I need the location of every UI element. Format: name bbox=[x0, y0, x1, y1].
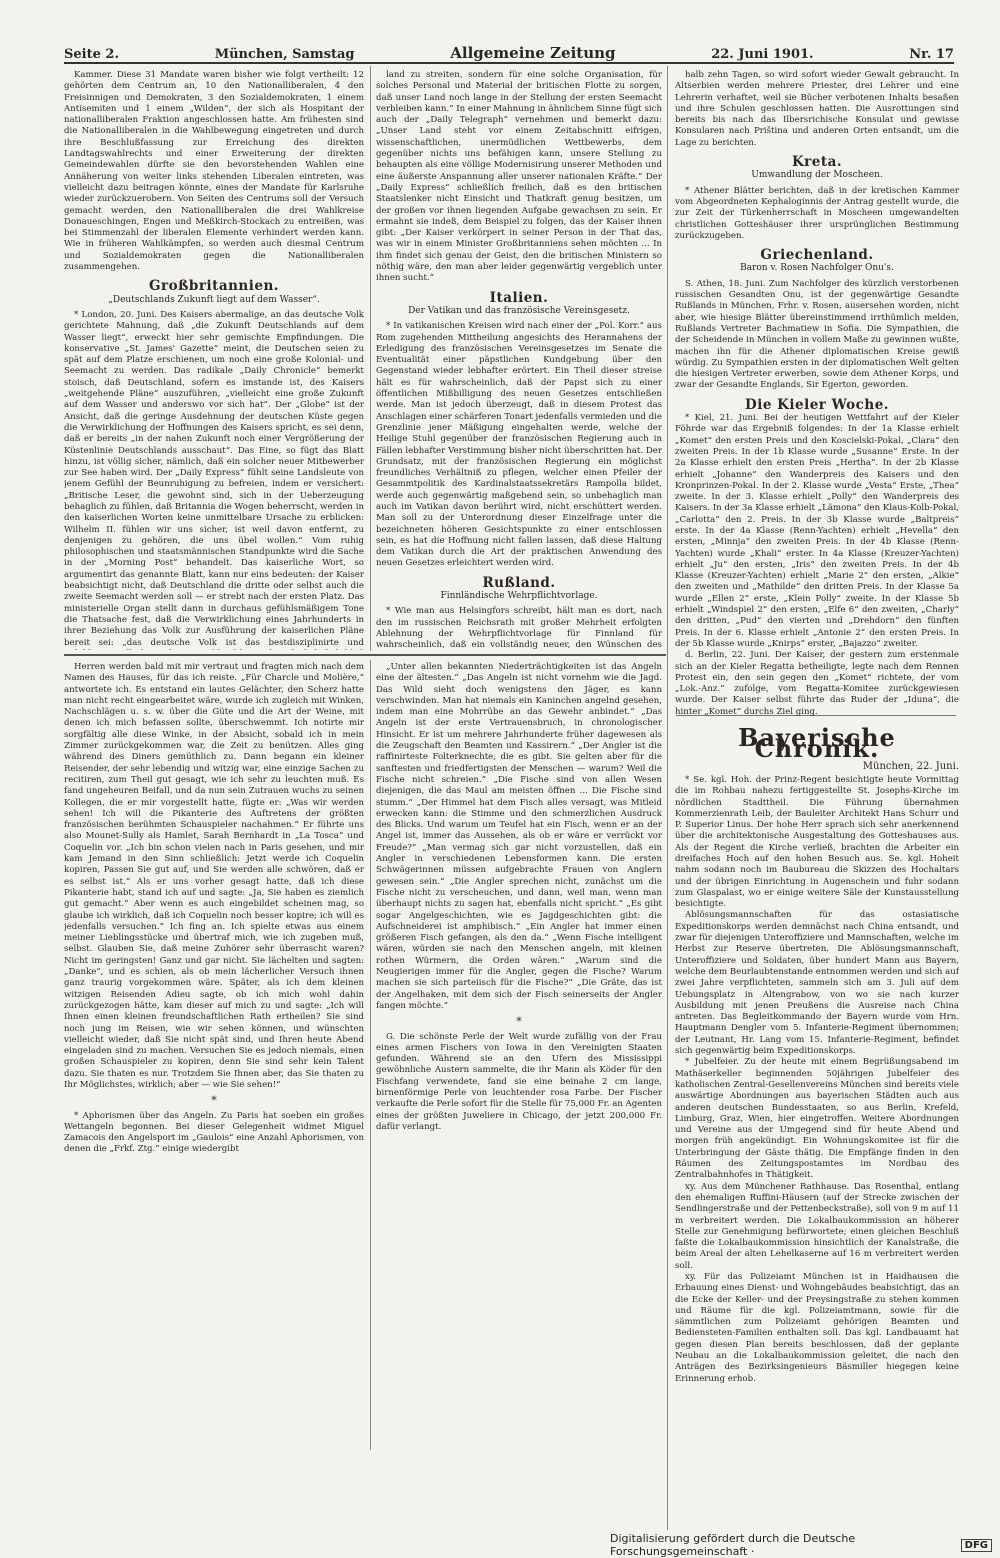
section-subheading: Der Vatikan und das französische Vereinsgesetz. bbox=[408, 305, 630, 316]
place-day: München, Samstag bbox=[214, 47, 355, 62]
body-paragraph: land zu streiten, sondern für eine solche Organisation, für solches Personal und Material der britischen Flotte zu sorgen, daß unser Land noch lange in der Stellung der ersten Seemacht verbleiben kann.“ In einer Mahnung in ähnlichem Sinne fügt sich auch der „Daily Telegraph“ vernehmen und bemerkt dazu: „Unser Land steht vor einem Zeitabschnitt eifrigen, wissenschaftlichen, unermüdlichen Wettbewerbs, dem gegenüber nichts uns befähigen kann, unsere Stellung zu behaupten als eine völlige Modernisirung unserer Methoden und eine äußerste Anspannung aller unserer nationalen Kräfte.“ Der „Daily Express“ schließlich freilich, daß es den britischen Staatslenker nicht Einsicht und Thatkraft genug besitzen, um der großen vor ihnen liegenden Aufgabe gewachsen zu sein. Er ermahnt sie indeß, dem Beispiel zu folgen, das der Kaiser ihnen gibt: „Der Kaiser verkörpert in seiner Person in der That das, was wir in einem Minister Großbritanniens sehen möchten ... In ihm findet sich genau der Geist, den die britischen Ministern so nöthig wäre, den man aber leider gegenwärtig vergeblich unter ihnen sucht.“ bbox=[376, 70, 662, 284]
body-paragraph: * Se. kgl. Hoh. der Prinz-Regent besichtigte heute Vormittag die im Rohbau nahezu fertiggestellte St. Josephs-Kirche im nördlichen Stadttheil. Die Führung übernahmen Kommerzienrath Leib, der Bauleiter Architekt Hans Schurr und P. Superior Linus. Der hohe Herr sprach sich sehr anerkennend über die architektonische Ausgestaltung des Gotteshauses aus. Als der Regent die Kirche verließ, brachten die Arbeiter ein dreifaches Hoch auf den hohen Besuch aus. Se. kgl. Hoheit nahm sodann noch im Baubureau die Skizzen des Hochaltars und der übrigen Einrichtung in Augenschein und fuhr sodann zum Glaspalast, wo er einige weitere Säle der Kunstausstellung besichtigte. bbox=[675, 774, 959, 910]
body-paragraph: * Jubelfeier. Zu der heute mit einem Begrüßungsabend im Mathäserkeller beginnenden 50jährigen Jubelfeier des katholischen Zentral-Gesellenvereins München sind bereits viele auswärtige Abordnungen aus bayerischen Städten auch aus anderen deutschen Bundesstaaten, so aus Berlin, Krefeld, Limburg, Graz, Wien, hier eingetroffen. Weitere Abordnungen und Vereine aus der Umgegend sind für heute Abend und morgen früh angekündigt. Ein Wohnungskomitee ist für die Unterbringung der Gäste thätig. Die Empfänge finden in den Räumen des Zeitungspostamtes im Nordbau des Zentralbahnhofes in Thätigkeit. bbox=[675, 1057, 959, 1181]
page-number: Seite 2. bbox=[64, 47, 119, 62]
section-heading: Griechenland. bbox=[760, 247, 874, 264]
column-2 bbox=[376, 70, 662, 650]
feuilleton-right bbox=[376, 662, 662, 1452]
publication-title: Allgemeine Zeitung bbox=[450, 44, 616, 62]
body-paragraph: xy. Aus dem Münchener Rathhause. Das Rosenthal, entlang den ehemaligen Ruffini-Häusern (auf der Strecke zwischen der Sendlingerstraße und der Pettenbeckstraße), soll von 9 m auf 11 m verbreitert werden. Die Lokalbaukommission an höherer Stelle zur Genehmigung befürwortete; einen gleichen Beschluß faßte die Lokalbaukommission hinsichtlich der Kanalstraße, die beim Areal der alten Lehelkaserne auf 16 m verbreitert werden soll. bbox=[675, 1181, 959, 1271]
body-paragraph: * In vatikanischen Kreisen wird nach einer der „Pol. Korr.“ aus Rom zugehenden Mittheilung angesichts des Herannahens der Erledigung des französischen Vereinsgesetzes im Senate die Eventualität einer päpstlichen Kundgebung über den Gegenstand wieder lebhafter erörtert. Ein Theil dieser streise hält es für wahrscheinlich, daß der Papst sich zu einer öffentlichen Mißbilligung des neuen Gesetzes entschließen werde. Man ist jedoch überzeugt, daß in diesem Protest das Anschlagen einer schärferen Tonart jedenfalls vermieden und die Grenzlinie jener Mäßigung eingehalten werde, welche der Heilige Stuhl gegenüber der französischen Regierung auch in Fällen lebhafter Verstimmung bisher nicht überschritten hat. Der Grundsatz, mit der französischen Regierung ein möglichst freundliches Verhältniß zu pflegen, welcher einen Pfeiler der Gesammtpolitik des Kardinalstaatssekretärs Rampolla bildet, werde auch gegenwärtig maßgebend sein, so unbehaglich man auch im Vatikan davon berührt wird, nicht erschüttert werden. Man soll zu der Unterordnung dieser Einzelfrage unter die bezeichneten höheren Gesichtspunkte zu einer entschlossen sein, es hat die Hoffnung nicht fallen lassen, daß diese Haltung dem Vatikan durch die Art der praktischen Anwendung des neuen Gesetzes erleichtert werden wird. bbox=[376, 321, 662, 569]
section-subheading: Finnländische Wehrpflichtvorlage. bbox=[440, 591, 598, 602]
separator-star: * bbox=[516, 1015, 522, 1029]
issue-number: Nr. 17 bbox=[909, 47, 954, 62]
column-rule bbox=[370, 660, 371, 1450]
separator-star: * bbox=[211, 1094, 217, 1108]
body-paragraph: xy. Für das Polizeiamt München ist in Haidhausen die Erbauung eines Dienst- und Wohngebäudes beabsichtigt, das an die Ecke der Keller- und der Preysingstraße zu stehen kommen und Räume für die kgl. Polizeiamtmann, sowie für die sämmtlichen zum Polizeiamt gehörigen Beamten und Bediensteten-Familien enthalten soll. Das kgl. Landbauamt hat gegen diesen Plan bereits beschlossen, daß der geplante Neubau an die Lokalbaukommission geleitet, die nach den Anträgen des Bezirksingenieurs Bäsmiller hiegegen keine Erinnerung erhob. bbox=[675, 1271, 959, 1384]
body-paragraph: halb zehn Tagen, so wird sofort wieder Gewalt gebraucht. In Altserbien werden mehrere Priester, drei Lehrer und eine Lehrerin verhaftet, weil sie Bücher verbotenen Inhalts besaßen und ihre Schulen geschlossen hatten. Die Ausrottungen sind bereits bis nach das Ilbersrichische Konsulat und gewisse Konsularen nach Priština und anderen Orten entsandt, um die Lage zu berichten. bbox=[675, 70, 959, 148]
page-header bbox=[64, 40, 954, 64]
body-paragraph: „Unter allen bekannten Niederträchtigkeiten ist das Angeln eine der ältesten.“ „Das Angeln ist nicht vornehm wie die Jagd. Das Wild sieht doch wenigstens den Jäger, es kann verschwinden. Man hat niemals ein Kaninchen angelnd gesehen, indem man eine Mohrrübe an das Gewehr anbindet.“ „Das Angeln ist der erste Vertrauensbruch, in chronologischer Hinsicht. Er ist um mehrere Jahrhunderte früher dagewesen als die Zeugschaft den Beamten und Kassirern.“ „Der Angler ist die raffinirteste Folterknechte, die es gibt. Sie gelten aber für die sanftesten und friedfertigsten der Menschen — warum? Weil die Fische nicht schreien.“ „Die Fische sind von allen Wesen diejenigen, die das Maul am meisten öffnen ... Die Fische sind stumm.“ „Der Himmel hat dem Fisch alles versagt, was Mitleid erwecken kann: die Stimme und den schmerzlichen Ausdruck des Blicks. Und warum um Teufel hat ein Fisch, wenn er an der Angel ist, immer das Aussehen, als ob er wäre er verrückt vor Freude?“ „Man vermag sich gar nicht vorzustellen, daß ein Angler in verschiedenen Lebensformen kann. Die ersten Schwägerinnen müssen aufgebrachte Frauen von Anglern gewesen sein.“ „Die Angler sprechen nicht, zunächst um die Fische nicht zu verscheuchen, und dann, weil man, wenn man überhaupt nichts zu sagen hat, ebenfalls nicht spricht.“ „Es gibt sogar Angelgeschichten, wie es Jagdgeschichten gibt: die Aufschneiderei ist amphibisch.“ „Ein Angler hat immer einen größeren Fisch gefangen, als den da.“ „Wenn Fische intelligent wären, würden sie nach den Menschen angeln, mit kleinen rothen Würmern, die Orden wären.“ „Warum sind die Neugierigen immer für die Angler, gegen die Fische? Warum machen sie sich parteiisch für die Fische?“ „Die Gräte, das ist der Angelhaken, mit dem sich der Fisch seinerseits der Angler fangen möchte.“ bbox=[376, 662, 662, 1011]
body-paragraph: * Wie man aus Helsingfors schreibt, hält man es dort, nach den im russischen Reichsrath mit großer Mehrheit erfolgten Ablehnung der Wehrpflichtvorlage für Finnland für wahrscheinlich, daß ein vollständig neuer, den Wünschen des bbox=[376, 606, 662, 650]
section-subheading: „Deutschlands Zukunft liegt auf dem Wasser“. bbox=[108, 294, 320, 305]
body-paragraph: Herren werden bald mit mir vertraut und fragten mich nach dem Namen des Hauses, für das ich reiste. „Für Charcle und Molière,“ antwortete ich. Es entstand ein lautes Gelächter, den Scherz hatte man nicht recht eingearbeitet wäre, wurde ich zugleich mit Winken, Nachschlägen u. s. w. über die Güte und die Art der Weine, mit denen ich mich befassen sollte, überschwemmt. Ich notirte mir sorgfältig alle diese Winke, in der Absicht, sobald ich in mein Zimmer zurückgekommen war, die Zeit zu benützen. Alles ging während des Diners gemüthlich zu. Dann begann ein kleiner Reisender, der sehr lebendig und witzig war, eine einzige Sachen zu recitiren, zum Theil gut gesagt, wie ich sehr zu leuchten muß. Es fand ungeheuren Beifall, und da nun sein Zutrauen wuchs zu seinen Kollegen, die er mir vorgestellt hatte, fügte er: „Was wir werden sehen! Ich will die Pikanterie des Auftretens der größten französischen berühmten Schauspieler nachahmen.“ Er führte uns also Mounet-Sully als Hamlet, Sarah Bernhardt in „La Tosca“ und Coquelin vor. „Ich bin schon vielen nach in Paris gesehen, und mir kam Jemand in den Sinn schließlich: Jetzt werde ich Coquelin kopiren, Passen Sie gut auf, und Sie werden alle schwören, daß er es selbst ist.“ Als er uns vorher gesagt hatte, daß ich diese Pikanterie habt, stand ich auf und sagte: „Ja, Sie haben es ziemlich gut gemacht.“ Aber wenn es auch eingebildet scheinen mag, so glaube ich wirklich, daß ich Coquelin noch besser kopire; ich will es jedenfalls versuchen.“ Ich fing an. Ich spielte etwas aus einem meiner Lieblingsstücke und übertraf mich, wie ich zugeben muß, selbst. Glauben Sie, daß meine Zuhörer sehr überrascht waren? Nicht im geringsten! Ganz und gar nicht. Sie lächelten und sagten: „Danke“, und es schien, als ob mein lächerlicher Versuch ihnen ganz traurig vorgekommen wäre. Später, als ich dem kleinen witzigen Reisenden Adieu sagte, ob ich mich wohl dahin zurückgezogen hätte, kam dieser auf mich zu und sagte: „Ich will Ihnen einen kleinen freundschaftlichen Rath ertheilen? Sie sind noch jung im Reisen, wie wir sehen können, und wünschten vielleicht wieder, daß Sie nicht spät sind, und Ihren heute Abend eingeladen sind zu machen. Versuchen Sie es jedoch niemals, einen großen Schauspieler zu kopiren, denn Sie sind sehr kein Talent dazu. Sie thaten es nur. Trotzdem Sie Ihnen aber, das Sie thaten zu Ihr Möglichstes, wirklich; aber — wie Sie sehen!“ bbox=[64, 662, 364, 1090]
section-heading: Die Kieler Woche. bbox=[745, 396, 889, 413]
feuilleton-left bbox=[64, 662, 364, 1452]
feuilleton-rule bbox=[64, 654, 666, 656]
footer-credit: Digitalisierung gefördert durch die Deutsche Forschungsgemeinschaft · bbox=[610, 1532, 856, 1558]
body-paragraph: * Kiel, 21. Juni. Bei der heutigen Wettfahrt auf der Kieler Föhrde war das Ergebniß folgendes: In der 1a Klasse erhielt „Komet“ den ersten Preis und den Koscielski-Pokal, „Clara“ den zweiten Preis. In der 1b Klasse wurde „Susanne“ Erste. In der 2a Klasse erhielt den ersten Preis „Hertha“. In der 2b Klasse erhielt „Johanne“ den Wanderpreis des Kaisers und den Kronprinzen-Pokal. In der 2. Klasse wurde „Vesta“ Erste, „Thea“ zweite. In der 3. Klasse erhielt „Polly“ den Wanderpreis des Kaisers. In der 3a Klasse erhielt „Lämona“ den Klaus-Kolb-Pokal, „Carlotta“ den 2. Preis. In der 3b Klasse wurde „Baltpreis“ erste. In der 4a Klasse (Renn-Yachten) erhielt „Hevella“ den ersten, „Minnja“ den zweiten Preis. In der 4b Klasse (Renn-Yachten) wurde „Khali“ erster. In 4a Klasse (Kreuzer-Yachten) erhielt „Ju“ den ersten, „Iris“ den zweiten Preis. In der 4b Klasse (Kreuzer-Yachten) erhielt „Marie 2“ den ersten, „Alkie“ den zweiten und „Mathilde“ den dritten Preis. In der Klasse 5a wurde „Ellen 2“ erste, „Klein Polly“ zweite. In der Klasse 5b erhielt „Windspiel 2“ den ersten, „Elfe 6“ den zweiten, „Charly“ den dritten, „Pud“ den vierten und „Drehdorn“ den fünften Preis. In der 6. Klasse erhielt „Antonie 2“ den ersten Preis. In der 5b Klasse wurde „Knirps“ erster, „Bajazzo“ zweiter. bbox=[675, 413, 959, 649]
body-paragraph: Ablösungsmannschaften für das ostasiatische Expeditionskorps werden demnächst nach China entsandt, und zwar für diejenigen Unteroffiziere und Mannschaften, welche im Herbst zur Reserve übertreten. Die Ablösungsmannschaft, Unteroffiziere und Soldaten, über hundert Mann aus Bayern, welche dem Beurlaubtenstande entnommen werden und sich auf zwei Jahre verpflichteten, sammeln sich am 3. Juli auf dem Uebungsplatz in Altengrabow, von wo sie nach kurzer Ausbildung mit jenen Preußens die Ausreise nach China antreten. Das Begleitkommando der Bayern wurde vom Hrn. Hauptmann Dengler vom 5. Infanterie-Regiment übernommen; der Leutnant, Hr. Lang vom 15. Infanterie-Regiment, befindet sich gegenwärtig beim Expeditionskorps. bbox=[675, 910, 959, 1057]
section-subheading: Baron v. Rosen Nachfolger Onu's. bbox=[740, 263, 894, 274]
section-heading: Italien. bbox=[489, 289, 549, 306]
section-heading: Kreta. bbox=[791, 154, 843, 171]
body-paragraph: * London, 20. Juni. Des Kaisers abermalige, an das deutsche Volk gerichtete Mahnung, daß „die Zukunft Deutschlands auf dem Wasser liegt“, erweckt hier sehr gemischte Empfindungen. Die konservative „St. James' Gazette“ meint, die Deutschen seien zu spät auf dem Platze erschienen, um noch eine große Kolonial- und Seemacht zu werden. Das radikale „Daily Chronicle“ bemerkt stoisch, daß Deutschland, sofern es imstande ist, des Kaisers „weitgehende Pläne“ auszuführen, „vielleicht eine große Zukunft auf dem Wasser und anderswo vor sich hat“. Der „Globe“ ist der Ansicht, daß die geringe Ausdehnung der deutschen Küste gegen die Verwirklichung der Hoffnungen des Kaisers spricht, es sei denn, daß er bereits „in der nahen Zukunft noch einer Vergrößerung der Küstenlinie Deutschlands ausschaut“. Das Eine, so fügt das Blatt hinzu, ist völlig sicher, nämlich, daß ein solcher neuer Mitbewerber zur See haben wird. Der „Daily Express“ fühlt seine Landsleute von jenem Gefühl der Beunruhigung zu befreien, indem er versichert: „Britische Leser, die gewohnt sind, sich in der Ueberzeugung behaglich zu fühlen, daß Britannia die Wogen beherrscht, werden in den kaiserlichen Worten keine unmittelbare Ursache zu erblicken: Wilhelm II. fühlen wir uns sicher, ist weil davon entfernt, zu denjenigen zu gehören, die uns übel wollen.“ Vom ruhig philosophischen und staatsmännischen Standpunkte wird die Sache in der „Morning Post“ behandelt. Das kaiserliche Wort, so argumentirt das genannte Blatt, kann nur eins bedeuten: der Kaiser beabsichtigt nicht, daß Deutschland die dritte oder selbst auch die zweite Seemacht werden soll — er strebt nach der ersten Platz. Das ministerielle Organ stellt dann in durchaus gefühlsmäßigem Tone die Thatsache fest, daß die Verwirklichung eines Jahrhunderts in ihrer Beziehung das Volk zur Ausführung der kaiserlichen Pläne bereit sei: „das deutsche Volk ist das bestdisziplinirte und bbox=[64, 309, 364, 648]
body-paragraph: Kammer. Diese 31 Mandate waren bisher wie folgt vertheilt: 12 gehörten dem Centrum an, 10 den Nationalliberalen, 4 den Freisinnigen und Demokraten, 3 den Sozialdemokraten, 1 einem Antisemiten und 1 einem „Wilden“, der sich als Hospitant der nationalliberalen Fraktion angeschlossen hatte. Am frühesten sind die Nationalliberalen in die Wahlbewegung eingetreten und durch ihre Beschlußfassung zur Erreichung des direkten Landtagswahlrechts und einer Erweiterung der direkten Gemeindewahlen dürfte sie den bevorstehenden Wahlen eine Annäherung von weiter links stehenden Liberalen eintreten, was vielleicht dazu beitragen könnte, eines der Mandate für Karlsruhe wieder zurückzuerobern. Von Seiten des Centrums soll der Versuch gemacht werden, den Nationalliberalen die drei Wahlkreise Donaueschingen, Engen und Meßkirch-Stockach zu entreißen, was bei Stimmenzahl der liberalen Elemente verhindert werden kann. Wie in früheren Wahlkämpfen, so werden auch diesmal Centrum und Sozialdemokraten gegen die Nationalliberalen zusammengehen. bbox=[64, 70, 364, 273]
column-3 bbox=[675, 70, 959, 1525]
issue-date: 22. Juni 1901. bbox=[711, 47, 814, 62]
body-paragraph: * Aphorismen über das Angeln. Zu Paris hat soeben ein großes Wettangeln begonnen. Bei dieser Gelegenheit widmet Miguel Zamacois den Angelsport im „Gaulois“ eine Anzahl Aphorismen, von denen die „Frkf. Ztg.“ einige wiedergibt bbox=[64, 1110, 364, 1155]
body-paragraph: * Athener Blätter berichten, daß in der kretischen Kammer vom Abgeordneten Kephaloginnis der Antrag gestellt wurde, die zur Zeit der Türkenherrschaft in Moscheen umgewandelten christlichen Gotteshäuser ihrer ursprünglichen Bestimmung zurückzugeben. bbox=[675, 185, 959, 241]
body-paragraph: G. Die schönste Perle der Welt wurde zufällig von der Frau eines armen Fischers von Iowa in den Vereinigten Staaten gefunden. Während sie an den Ufern des Mississippi gewöhnliche Austern sammelte, die ihr Mann als Köder für den Fischfang verwendete, fand sie eine beinahe 2 cm lange, birnenförmige Perle von leuchtender rosa Farbe. Der Fischer verkaufte die Perle sofort für die Stelle für 75,000 Fr. an Agenten eines der größten Juweliere in Chicago, der jetzt 200,000 Fr. dafür verlangt. bbox=[376, 1031, 662, 1132]
body-paragraph: d. Berlin, 22. Juni. Der Kaiser, der gestern zum erstenmale sich an der Kieler Regatta betheiligte, legte nach dem Rennen Protest ein, den sein gegen den „Komet“ richtete, der vom „Lok.-Anz.“ zufolge, vom Regatta-Komitee zurückgewiesen wurde. Der Kaiser selbst führte das Ruder der „Iduna“, die hinter „Komet“ durchs Ziel ging. bbox=[675, 650, 959, 717]
column-rule bbox=[667, 66, 668, 1530]
digitization-footer bbox=[610, 1534, 1000, 1556]
section-heading-large: Bayerische Chronik. bbox=[738, 723, 896, 764]
column-1 bbox=[64, 70, 364, 650]
body-paragraph: S. Athen, 18. Juni. Zum Nachfolger des kürzlich verstorbenen russischen Gesandten Onu, ist der gegenwärtige Gesandte Rußlands in München, Frhr. v. Rosen, ausersehen worden, nicht aber, wie hiesige Blätter übereinstimmend irrthümlich melden, Rußlands Vertreter Bachmatiew in Sofia. Die Sympathien, die der Scheidende in München in vollem Maße zu gewinnen wußte, machen ihn für die Athener diplomatischen Kreise gewiß würdig. Zu Sympathien ersten in der diplomatischen Welt gelten die hiesigen Vertreter erwerben, sowie dem Athener Korps, und zwar der Gesandte Englands, Sir Egerton, geworden. bbox=[675, 278, 959, 391]
dateline: München, 22. Juni. bbox=[862, 760, 959, 772]
section-subheading: Umwandlung der Moscheen. bbox=[751, 170, 883, 181]
section-heading: Großbritannien. bbox=[149, 278, 279, 295]
column-rule bbox=[370, 66, 371, 651]
dfg-logo-icon: DFG bbox=[961, 1539, 992, 1552]
section-heading: Rußland. bbox=[482, 574, 556, 591]
